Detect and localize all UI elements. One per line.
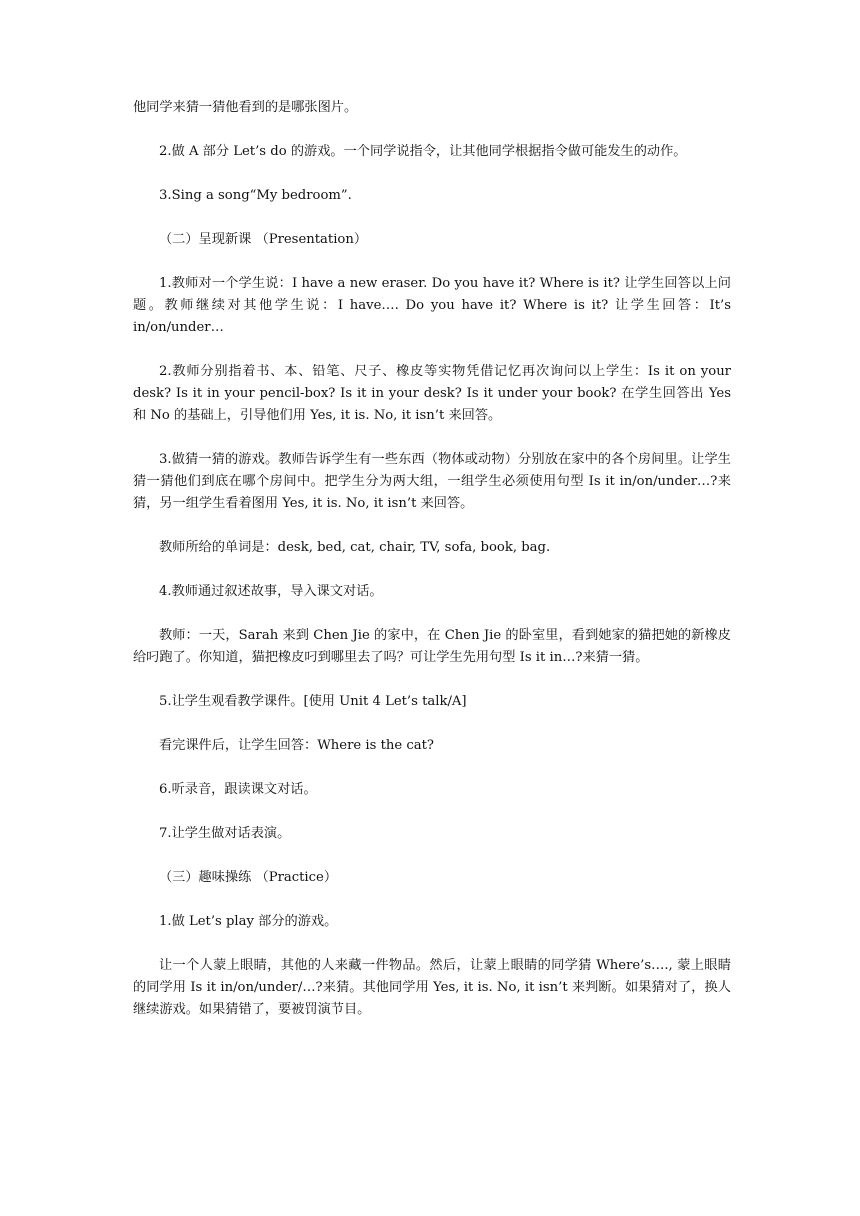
paragraph: 5.让学生观看教学课件。[使用 Unit 4 Let’s talk/A] [159, 694, 467, 709]
paragraph: 教师所给的单词是：desk, bed, cat, chair, TV, sofa, book, bag. [159, 540, 551, 555]
paragraph: 让一个人蒙上眼睛，其他的人来藏一件物品。然后，让蒙上眼睛的同学猜 Where’s…., 蒙上眼睛的同学用 Is it in/on/under/…?来猜。其他同学用 Yes, it is. No, it isn’t 来判断。如果猜对了，换人继续游戏。如果猜错了，要被罚演节目。 [133, 958, 731, 1017]
paragraph: 6.听录音，跟读课文对话。 [159, 782, 317, 797]
section-heading: （二）呈现新课 （Presentation） [159, 232, 368, 247]
paragraph: 3.Sing a song“My bedroom”. [159, 188, 352, 203]
paragraph: 3.做猜一猜的游戏。教师告诉学生有一些东西（物体或动物）分别放在家中的各个房间里。让学生猜一猜他们到底在哪个房间中。把学生分为两大组，一组学生必须使用句型 Is it in/on/under…?来猜，另一组学生看着图用 Yes, it is. No, it isn’t 来回答。 [133, 452, 731, 511]
section-heading: （三）趣味操练 （Practice） [159, 870, 338, 885]
paragraph: 教师：一天，Sarah 来到 Chen Jie 的家中，在 Chen Jie 的卧室里，看到她家的猫把她的新橡皮给叼跑了。你知道，猫把橡皮叼到哪里去了吗？可让学生先用句型 Is it in…?来猜一猜。 [133, 628, 731, 665]
paragraph: 1.教师对一个学生说：I have a new eraser. Do you have it? Where is it? 让学生回答以上问题。教师继续对其他学生说：I have…. Do you have it? Where is it? 让学生回答：It’s in/on/under… [133, 276, 731, 335]
paragraph: 看完课件后，让学生回答：Where is the cat? [159, 738, 434, 753]
paragraph: 他同学来猜一猜他看到的是哪张图片。 [133, 100, 358, 115]
paragraph: 2.做 A 部分 Let’s do 的游戏。一个同学说指令，让其他同学根据指令做可能发生的动作。 [159, 144, 687, 159]
paragraph: 7.让学生做对话表演。 [159, 826, 291, 841]
document-body [133, 97, 731, 1043]
paragraph: 2.教师分别指着书、本、铅笔、尺子、橡皮等实物凭借记忆再次询问以上学生：Is it on your desk? Is it in your pencil-box? Is it in your desk? Is it under your book? 在学生回答出 Yes 和 No 的基础上，引导他们用 Yes, it is. No, it isn’t 来回答。 [133, 364, 731, 423]
paragraph: 1.做 Let’s play 部分的游戏。 [159, 914, 338, 929]
paragraph: 4.教师通过叙述故事，导入课文对话。 [159, 584, 383, 599]
